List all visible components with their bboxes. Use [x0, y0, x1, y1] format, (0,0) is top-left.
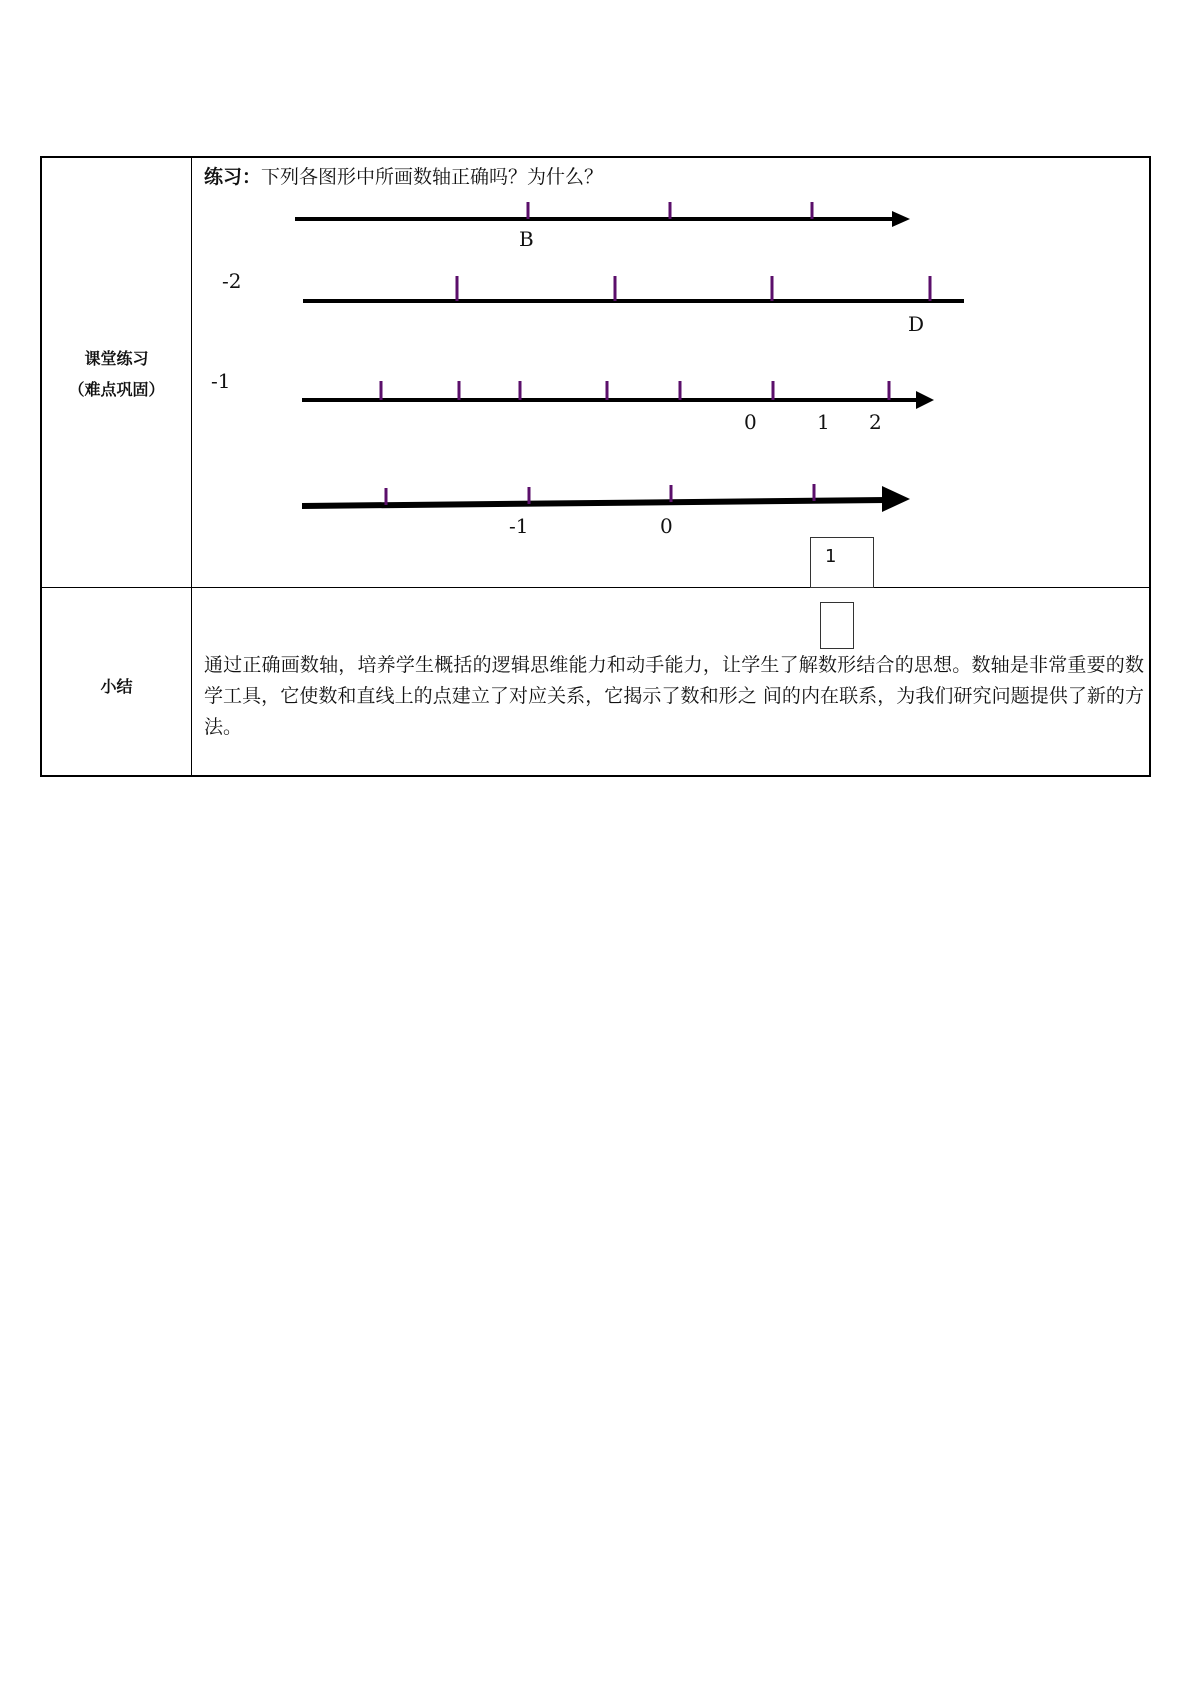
axis-label-2: 2	[869, 410, 882, 434]
lesson-table	[40, 156, 1151, 777]
axis-arrowhead	[916, 391, 934, 409]
practice-label-line2: （难点巩固）	[68, 380, 165, 399]
axis-label-0: 0	[744, 410, 757, 434]
floating-empty-box	[820, 602, 854, 649]
axis-label-minus-1: -1	[211, 369, 231, 393]
prompt-text: 下列各图形中所画数轴正确吗？为什么？	[261, 166, 604, 188]
practice-cell	[192, 158, 1151, 587]
axis-line	[302, 497, 887, 509]
number-axis-4	[302, 484, 910, 538]
axis-arrowhead	[882, 486, 910, 512]
axis-label-d: D	[908, 312, 925, 336]
axis-arrowhead	[892, 211, 910, 227]
axis-label-b: B	[519, 227, 534, 251]
axis-label-1: 1	[817, 410, 830, 434]
axis-label-minus-2: -2	[222, 269, 242, 293]
floating-text-box: 1	[810, 537, 874, 588]
number-axis-1	[295, 202, 910, 251]
number-axis-3	[211, 369, 934, 434]
summary-label: 小结	[100, 677, 133, 696]
prompt-bold-label: 练习：	[204, 166, 262, 188]
axis-label-minus-1: -1	[509, 514, 529, 538]
number-axes-figure	[192, 158, 1151, 587]
summary-cell	[192, 588, 1151, 777]
summary-paragraph: 通过正确画数轴，培养学生概括的逻辑思维能力和动手能力，让学生了解数形结合的思想。数轴是非常重要的数学工具，它使数和直线上的点建立了对应关系，它揭示了数和形之 间的内在联系，为我们研究问题提供了新的方法。	[204, 654, 1144, 738]
number-axis-2	[222, 269, 964, 336]
practice-label	[42, 343, 191, 405]
practice-label-line1: 课堂练习	[84, 349, 149, 368]
axis-label-0: 0	[660, 514, 673, 538]
